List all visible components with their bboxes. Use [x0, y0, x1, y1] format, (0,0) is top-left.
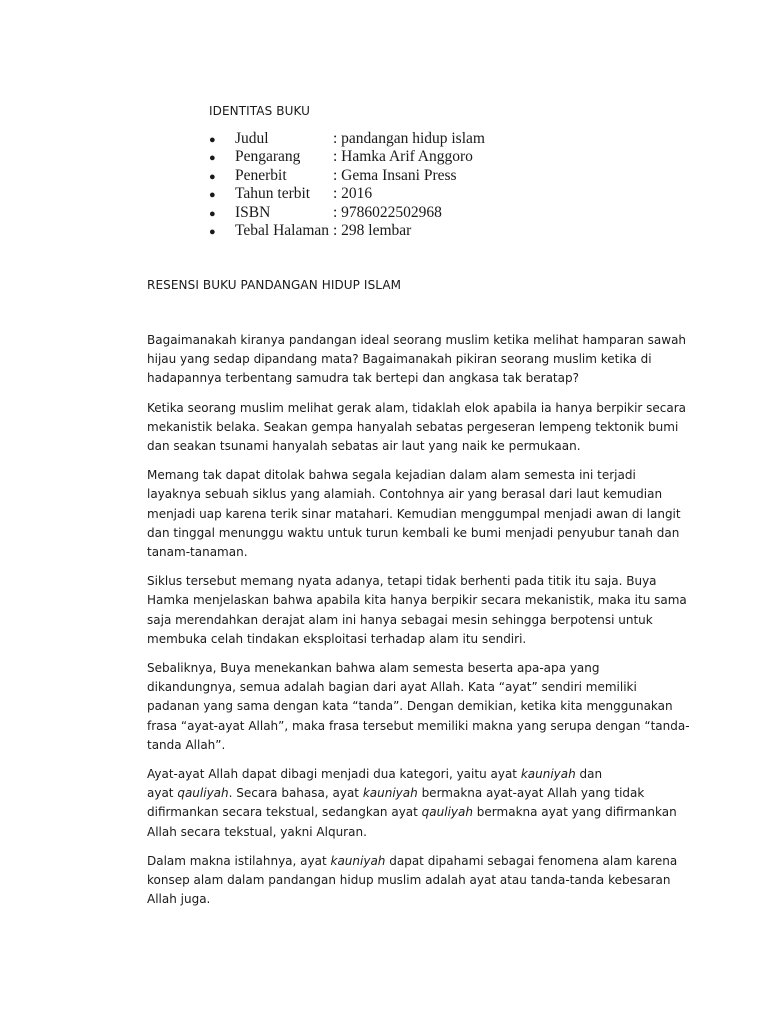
text-run: Ayat-ayat Allah dapat dibagi menjadi dua kategori, yaitu ayat — [147, 767, 521, 782]
bullet-icon: ● — [209, 225, 216, 238]
paragraph-line: dan seakan tsunami hanyalah sebatas air laut yang naik ke permukaan. — [147, 439, 581, 454]
paragraph-line: membuka celah tindakan eksploitasi terhadap alam itu sendiri. — [147, 631, 527, 646]
paragraph-line: hijau yang sedap dipandang mata? Bagaimanakah pikiran seorang muslim ketika di — [147, 352, 652, 367]
paragraph-line: hadapannya terbentang samudra tak bertepi dan angkasa tak beratap? — [147, 371, 579, 386]
bullet-icon: ● — [209, 170, 216, 183]
paragraph-line: saja merendahkan derajat alam ini hanya sebagai mesin sehingga berpotensi untuk — [147, 612, 653, 627]
paragraph-line: Memang tak dapat ditolak bahwa segala kejadian dalam alam semesta ini terjadi — [147, 468, 636, 483]
paragraph-line: Siklus tersebut memang nyata adanya, tetapi tidak berhenti pada titik itu saja. Buya — [147, 574, 657, 589]
paragraph-line: Sebaliknya, Buya menekankan bahwa alam semesta beserta apa-apa yang — [147, 661, 600, 676]
text-run: dapat dipahami sebagai fenomena alam karena — [385, 853, 678, 868]
bullet-icon: ● — [209, 189, 216, 202]
paragraph-line: mekanistik belaka. Seakan gempa hanyalah sebatas pergeseran lempeng tektonik bumi — [147, 419, 679, 434]
field-label: Penerbit — [235, 166, 287, 184]
text-run: dan — [575, 767, 603, 782]
review-paragraph — [147, 572, 687, 649]
paragraph-line — [147, 852, 678, 871]
identity-row-judul — [207, 130, 485, 148]
italic-term: kauniyah — [330, 853, 386, 868]
bullet-icon: ● — [209, 152, 216, 165]
field-value: : 2016 — [333, 185, 373, 203]
review-paragraph — [147, 466, 681, 562]
text-run: konsep alam dalam pandangan hidup muslim adalah ayat atau tanda-tanda kebesaran — [147, 873, 671, 888]
identity-list — [207, 130, 485, 240]
field-value: : pandangan hidup islam — [333, 130, 485, 147]
identity-row-tahun-terbit — [207, 185, 485, 203]
identity-row-pengarang — [207, 148, 485, 166]
paragraph-line: Bagaimanakah kiranya pandangan ideal seorang muslim ketika melihat hamparan sawah — [147, 333, 687, 347]
review-body — [147, 331, 690, 919]
paragraph-line — [147, 823, 667, 842]
field-label: Tebal Halaman — [235, 221, 330, 239]
review-paragraph — [147, 765, 677, 842]
text-run: ayat — [147, 786, 178, 801]
review-heading: RESENSI BUKU PANDANGAN HIDUP ISLAM — [147, 278, 402, 292]
paragraph-line: tanda Allah”. — [147, 737, 226, 752]
paragraph-line: dikandungnya, semua adalah bagian dari ayat Allah. Kata “ayat” sendiri memiliki — [147, 680, 637, 695]
paragraph-line — [147, 890, 667, 909]
paragraph-line: padanan yang sama dengan kata “tanda”. Dengan demikian, ketika kita menggunakan — [147, 699, 673, 714]
paragraph-line: tanam-tanaman. — [147, 545, 248, 560]
paragraph-line: layaknya sebuah siklus yang alamiah. Contohnya air yang berasal dari laut kemudian — [147, 487, 663, 502]
field-label: Judul — [235, 130, 269, 147]
italic-term: qauliyah — [177, 786, 229, 801]
paragraph-line: Hamka menjelaskan bahwa apabila kita hanya berpikir secara mekanistik, maka itu sama — [147, 593, 687, 608]
text-run: bermakna ayat yang difirmankan — [472, 805, 677, 820]
field-label: Tahun terbit — [235, 185, 311, 203]
italic-term: qauliyah — [421, 805, 473, 820]
text-run: Dalam makna istilahnya, ayat — [147, 853, 331, 868]
paragraph-line: frasa “ayat-ayat Allah”, maka frasa tersebut memiliki makna yang serupa dengan “tanda- — [147, 718, 690, 733]
paragraph-line: dan tinggal menunggu waktu untuk turun kembali ke bumi menjadi penyubur tanah dan — [147, 525, 680, 540]
review-paragraph — [147, 399, 687, 457]
review-paragraph — [147, 331, 687, 389]
field-label: ISBN — [235, 203, 271, 221]
paragraph-line — [147, 803, 677, 822]
text-run: Allah juga. — [147, 892, 211, 907]
text-run: Allah secara tekstual, yakni Alquran. — [147, 824, 367, 839]
identity-row-tebal-halaman — [207, 222, 485, 240]
paragraph-line — [147, 784, 667, 803]
field-value: : Hamka Arif Anggoro — [333, 148, 473, 166]
text-run: difirmankan secara tekstual, sedangkan ayat — [147, 805, 422, 820]
field-label: Pengarang — [235, 148, 301, 166]
text-run: . Secara bahasa, ayat — [228, 786, 363, 801]
italic-term: kauniyah — [362, 786, 418, 801]
identity-row-isbn — [207, 204, 485, 222]
bullet-icon: ● — [209, 134, 216, 146]
text-run: bermakna ayat-ayat Allah yang tidak — [417, 786, 645, 801]
paragraph-line: Ketika seorang muslim melihat gerak alam, tidaklah elok apabila ia hanya berpikir secara — [147, 400, 687, 415]
paragraph-line — [147, 871, 671, 890]
paragraph-line: menjadi uap karena terik sinar matahari. Kemudian menggumpal menjadi awan di langit — [147, 506, 681, 521]
review-paragraph — [147, 659, 690, 755]
identity-row-penerbit — [207, 167, 485, 185]
review-paragraph — [147, 852, 678, 910]
identity-heading: IDENTITAS BUKU — [209, 104, 310, 118]
field-value: : 298 lembar — [333, 221, 412, 239]
field-value: : Gema Insani Press — [333, 166, 457, 184]
paragraph-line — [147, 765, 667, 784]
italic-term: kauniyah — [520, 767, 576, 782]
bullet-icon: ● — [209, 207, 216, 220]
field-value: : 9786022502968 — [333, 203, 442, 221]
